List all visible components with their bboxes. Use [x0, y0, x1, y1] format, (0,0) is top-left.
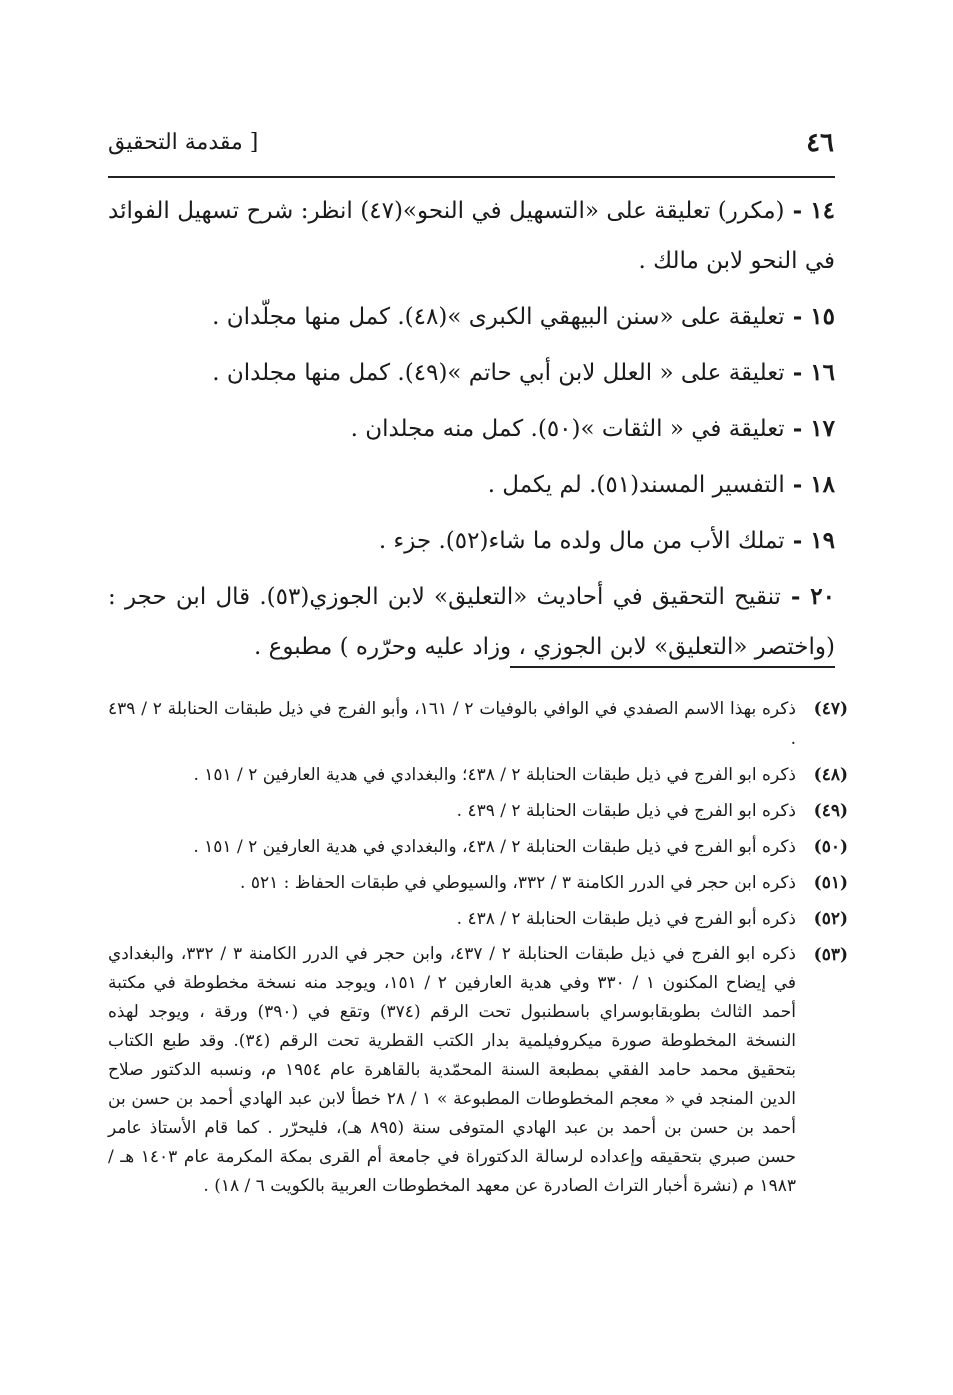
- footnote: [108, 904, 848, 934]
- footnote-separator: [510, 666, 835, 668]
- list-item: [108, 572, 835, 672]
- footnote-text: ذكره بهذا الاسم الصفدي في الوافي بالوفيات ٢ / ١٦١، وأبو الفرج في ذيل طبقات الحنابلة ٢ / ٤٣٩ .: [108, 699, 796, 749]
- footnote-number: (٥١): [813, 873, 848, 893]
- footnote-number: (٤٧): [813, 699, 848, 719]
- footnote-text: ذكره ابو الفرج في ذيل طبقات الحنابلة ٢ / ٤٣٨؛ والبغدادي في هدية العارفين ٢ / ١٥١ .: [193, 765, 796, 785]
- footnote-number: (٤٨): [813, 765, 848, 785]
- entry-text: (مكرر) تعليقة على «التسهيل في النحو»(٤٧) انظر: شرح تسهيل الفوائد في النحو لابن مالك .: [108, 198, 835, 274]
- page-number: ٤٦: [806, 128, 834, 158]
- footnote-number: (٥٠): [813, 837, 848, 857]
- list-item: [108, 186, 835, 286]
- footnote-text: ذكره ابو الفرج في ذيل طبقات الحنابلة ٢ / ٤٣٧، وابن حجر في الدرر الكامنة ٣ / ٣٣٢، والبغدادي في إيضاح المكنون ١ / ٣٣٠ وفي هدية العارفين ٢ / ١٥١، ويوجد منه نسخة مخطوطة في مكتبة أحمد الثالث بطوبقابوسراي باسطنبول تحت الرقم (٣٧٤) وتقع في (٣٩٠) ورقة ، ويوجد لهذه النسخة المخطوطة صورة ميكروفيلمية بدار الكتب القطرية تحت الرقم (٣٤). وقد طبع الكتاب بتحقيق محمد حامد الفقي بمطبعة السنة المحمّدية بالقاهرة عام ١٩٥٤ م، ونسبه الدكتور صلاح الدين المنجد في « معجم المخطوطات المطبوعة » ١ / ٢٨ خطأ لابن عبد الهادي أحمد بن حسن بن أحمد بن حسن بن أحمد بن عبد الهادي المتوفى سنة (٨٩٥ هـ)، فليحرّر . كما قام الأستاذ عامر حسن صبري بتحقيقه وإعداده لرسالة الدكتوراة في جامعة أم القرى بمكة المكرمة عام ١٤٠٣ هـ / ١٩٨٣ م (نشرة أخبار التراث الصادرة عن معهد المخطوطات العربية بالكويت ٦ / ١٨) .: [108, 944, 797, 1196]
- entry-number: ٢٠ -: [780, 583, 836, 610]
- header-rule: [108, 176, 835, 178]
- footnote: [108, 832, 848, 862]
- list-item: [108, 516, 835, 566]
- entry-text: التفسير المسند(٥١). لم يكمل .: [487, 472, 785, 498]
- footnotes: [108, 694, 848, 1207]
- footnote: [108, 940, 848, 1201]
- entry-number: ١٨ -: [784, 471, 835, 498]
- footnote: [108, 760, 848, 790]
- entry-number: ١٥ -: [784, 303, 835, 330]
- list-item: [108, 404, 835, 454]
- entry-text: تعليقة في « الثقات »(٥٠). كمل منه مجلدان .: [350, 416, 785, 442]
- list-item: [108, 460, 835, 510]
- footnote-text: ذكره ابو الفرج في ذيل طبقات الحنابلة ٢ / ٤٣٩ .: [456, 801, 796, 821]
- footnote-number: (٥٢): [813, 909, 848, 929]
- entry-text: تعليقة على «سنن البيهقي الكبرى »(٤٨). كمل منها مجلّدان .: [212, 304, 785, 330]
- entry-text: تعليقة على « العلل لابن أبي حاتم »(٤٩). كمل منها مجلدان .: [212, 360, 785, 386]
- entry-number: ١٦ -: [784, 359, 835, 386]
- footnote: [108, 694, 848, 754]
- entry-text: تملك الأب من مال ولده ما شاء(٥٢). جزء .: [378, 528, 785, 554]
- list-item: [108, 292, 835, 342]
- entry-text: تنقيح التحقيق في أحاديث «التعليق» لابن الجوزي(٥٣). قال ابن حجر : (واختصر «التعليق» لابن الجوزي ، وزاد عليه وحرّره ) مطبوع .: [108, 584, 835, 660]
- page-header: [108, 128, 834, 168]
- footnote-text: ذكره ابن حجر في الدرر الكامنة ٣ / ٣٣٢، والسيوطي في طبقات الحفاظ : ٥٢١ .: [240, 873, 796, 893]
- footnote-text: ذكره أبو الفرج في ذيل طبقات الحنابلة ٢ / ٤٣٨، والبغدادي في هدية العارفين ٢ / ١٥١ .: [193, 837, 796, 857]
- main-text: [108, 186, 835, 678]
- entry-number: ١٧ -: [784, 415, 835, 442]
- list-item: [108, 348, 835, 398]
- footnote: [108, 796, 848, 826]
- entry-number: ١٩ -: [784, 527, 835, 554]
- entry-number: ١٤ -: [784, 197, 835, 224]
- footnote-text: ذكره أبو الفرج في ذيل طبقات الحنابلة ٢ / ٤٣٨ .: [456, 909, 796, 929]
- footnote-number: (٤٩): [813, 801, 848, 821]
- running-title: [ مقدمة التحقيق: [108, 130, 259, 155]
- footnote-number: (٥٣): [813, 945, 848, 965]
- footnote: [108, 868, 848, 898]
